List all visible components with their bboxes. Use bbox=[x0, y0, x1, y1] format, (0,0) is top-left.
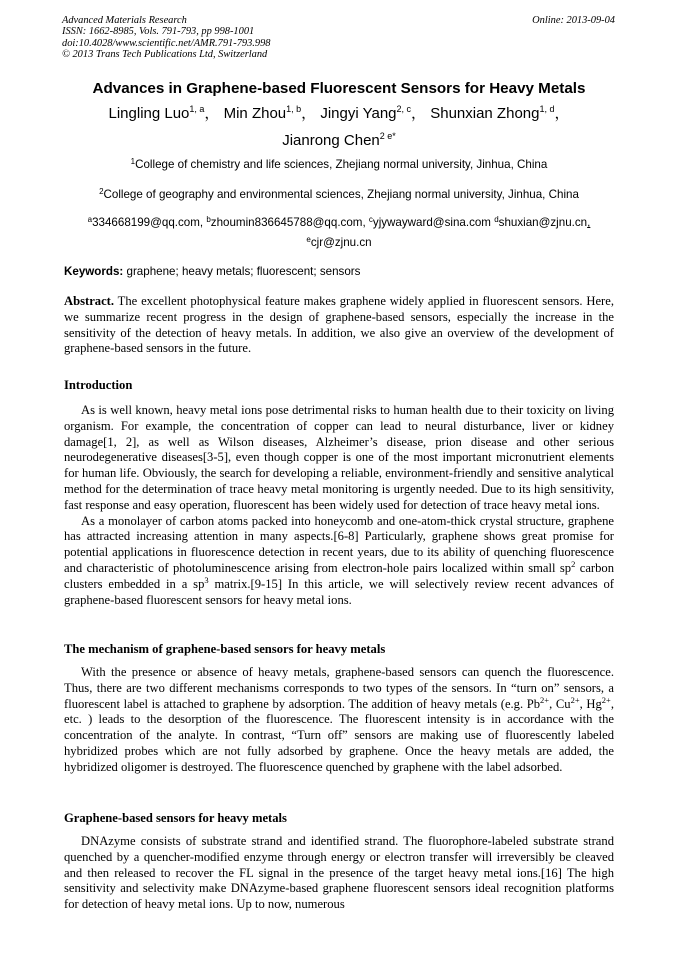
author-affil-sup: 2, c bbox=[396, 104, 412, 114]
keywords-text: graphene; heavy metals; fluorescent; sensors bbox=[123, 265, 361, 278]
affiliation-text: College of geography and environmental sciences, Zhejiang normal university, Jinhua, China bbox=[103, 188, 579, 201]
intro-p2-text: As a monolayer of carbon atoms packed into honeycomb and one-atom-thick crystal structure, graphene has attracted increasing attention in many aspects.[6-8] Particularly, graphene shows great promise for potential applications in fluorescence detection in recent years, due to its ability of quenching fluorescence and characteristic of photoluminescence arising from electron-hole pairs localized within small sp bbox=[64, 513, 614, 575]
intro-paragraph-2 bbox=[64, 514, 614, 609]
section-heading-mechanism: The mechanism of graphene-based sensors for heavy metals bbox=[64, 642, 386, 656]
email-d[interactable]: shuxian@zjnu.cn bbox=[498, 216, 588, 229]
intro-paragraph-1: As is well known, heavy metal ions pose detrimental risks to human health due to their toxicity on living organism. For example, the concentration of copper can lead to neural disturbance, liver or kidney damage[1, 2], as well as Wilson diseases, Alzheimer’s disease, prion disease and other serious neurodegenerative diseases[3-5], even though copper is one of the most important micronutrient elements for human life. Obviously, the search for developing a reliable, environment-friendly and sensitive analytical method for the determination of trace heavy metal monitoring is urgently needed. Due to its high sensitivity, fast response and easy operation, fluorescent has been widely used for detection of trace heavy metal ions. bbox=[64, 403, 614, 512]
paper-title: Advances in Graphene-based Fluorescent Sensors for Heavy Metals bbox=[92, 80, 586, 97]
copyright-line: © 2013 Trans Tech Publications Ltd, Switzerland bbox=[62, 49, 268, 61]
journal-name: Advanced Materials Research bbox=[62, 15, 187, 26]
author-separator: ， bbox=[204, 105, 220, 122]
doi-line[interactable]: doi:10.4028/www.scientific.net/AMR.791-793.998 bbox=[62, 37, 271, 49]
author-separator: ， bbox=[554, 105, 570, 122]
superscript: 2+ bbox=[570, 694, 580, 705]
author-name: Shunxian Zhong bbox=[430, 105, 540, 122]
mech-text: , Cu bbox=[549, 696, 571, 711]
author-name: Jingyi Yang bbox=[320, 105, 397, 122]
journal-header bbox=[62, 15, 270, 61]
email-line-2 bbox=[0, 236, 678, 250]
affiliation-1 bbox=[0, 158, 678, 172]
abstract-text: The excellent photophysical feature makes graphene widely applied in fluorescent sensors. Here, we summarize recent progress in the design of graphene-based sensors, especially the increase in the sensitivity of the detection of heavy metals. In addition, we also give an overview of the development of graphene-based sensors in the future. bbox=[64, 294, 614, 356]
author-name: Lingling Luo bbox=[108, 105, 190, 122]
mech-text: With the presence or absence of heavy metals, graphene-based sensors can quench the fluorescence. Thus, there are two different mechanisms corresponds to two types of the sensors. In “turn on” sensors, a fluorescent label is attached to graphene by adsorption. The addition of heavy metals (e.g. Pb bbox=[64, 665, 614, 711]
email-line-1 bbox=[0, 216, 678, 230]
mech-text: , etc. ) leads to the desorption of the fluorescence. The fluorescent intensity is in accordance with the concentration of the analyte. In contrast, “Turn off” sensors are making use of fluorescently labeled hybridized probes which are not fully adsorbed by graphene. Once the heavy metals are added, the hybridized oligomer is destroyed. The fluorescence quenched by graphene with the label adsorbed. bbox=[64, 696, 614, 774]
author-affil-sup: 1, b bbox=[286, 104, 302, 114]
abstract-label: Abstract. bbox=[64, 294, 115, 308]
section-heading-sensors: Graphene-based sensors for heavy metals bbox=[64, 811, 287, 825]
mechanism-paragraph bbox=[64, 665, 614, 776]
superscript: 3 bbox=[204, 574, 209, 585]
keywords-line bbox=[64, 265, 614, 279]
section-heading-introduction: Introduction bbox=[64, 378, 133, 392]
email-a[interactable]: 334668199@qq.com, bbox=[92, 216, 207, 229]
email-b[interactable]: zhoumin836645788@qq.com, bbox=[210, 216, 369, 229]
author-separator: ， bbox=[301, 105, 317, 122]
mech-text: , Hg bbox=[579, 696, 602, 711]
keywords-label: Keywords: bbox=[64, 265, 124, 278]
intro-p2-text: matrix.[9-15] In this article, we will selectively review recent advances of graphene-based fluorescent sensors for heavy metal ions. bbox=[64, 576, 614, 607]
introduction-body bbox=[64, 403, 614, 608]
email-sup: d bbox=[494, 215, 499, 224]
author-line-2 bbox=[0, 131, 678, 151]
online-date: Online: 2013-09-04 bbox=[532, 15, 615, 26]
issn-line: ISSN: 1662-8985, Vols. 791-793, pp 998-1001 bbox=[62, 26, 255, 38]
author-name: Jianrong Chen bbox=[282, 132, 380, 149]
email-d-comma: , bbox=[587, 216, 591, 229]
author-separator: ， bbox=[411, 105, 427, 122]
email-c[interactable]: yjywayward@sina.com bbox=[372, 216, 495, 229]
affiliation-sup: 2 bbox=[99, 187, 104, 196]
email-sup: b bbox=[206, 215, 211, 224]
superscript: 2+ bbox=[601, 694, 611, 705]
mechanism-body bbox=[64, 665, 614, 776]
affiliation-sup: 1 bbox=[130, 157, 136, 166]
email-sup: e bbox=[306, 235, 311, 244]
email-sup: a bbox=[87, 215, 93, 224]
superscript: 2 bbox=[571, 558, 576, 569]
email-sup: c bbox=[368, 215, 373, 224]
superscript: 2+ bbox=[540, 694, 550, 705]
affiliation-2 bbox=[0, 188, 678, 202]
author-affil-sup: 2 e* bbox=[379, 131, 396, 141]
affiliation-text: College of chemistry and life sciences, Zhejiang normal university, Jinhua, China bbox=[135, 158, 548, 171]
email-e[interactable]: cjr@zjnu.cn bbox=[310, 236, 372, 249]
author-name: Min Zhou bbox=[223, 105, 287, 122]
abstract-block bbox=[64, 294, 614, 357]
intro-p2-text: carbon clusters embedded in a sp bbox=[64, 560, 614, 591]
sensors-body bbox=[64, 834, 614, 913]
author-affil-sup: 1, a bbox=[189, 104, 205, 114]
author-affil-sup: 1, d bbox=[539, 104, 555, 114]
sensors-paragraph-1: DNAzyme consists of substrate strand and identified strand. The fluorophore-labeled substrate strand quenched by a quencher-modified enzyme through energy or electron transfer will irreversibly be cleaved and then released to recover the FL signal in the presence of the target heavy metal ions.[16] The high sensitivity and selectivity make DNAzyme-based graphene fluorescent sensors ideal recognition platforms for detection of heavy metal ions. Up to now, numerous bbox=[64, 834, 614, 912]
author-line-1 bbox=[0, 104, 678, 124]
